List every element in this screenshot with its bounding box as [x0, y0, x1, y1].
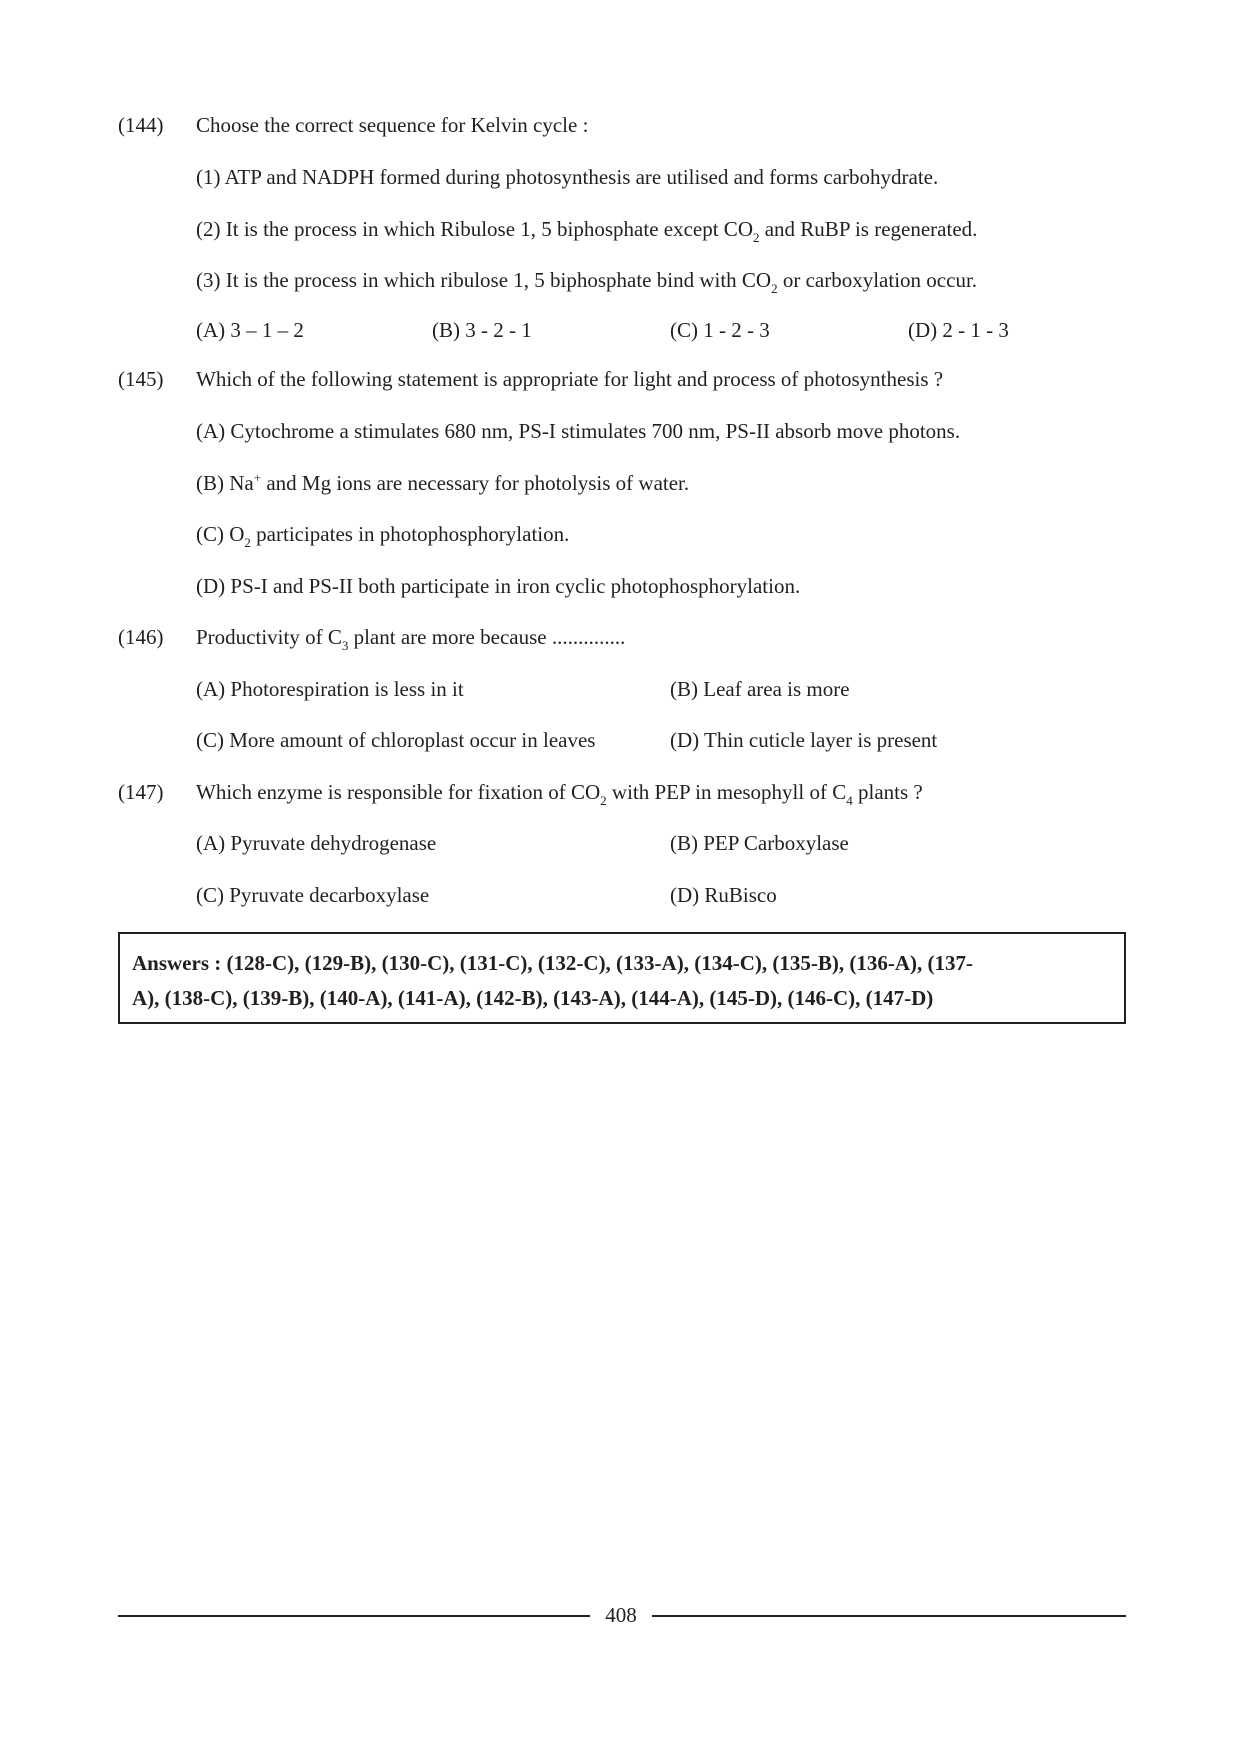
question-stem: Choose the correct sequence for Kelvin cycle :	[196, 113, 589, 137]
statement: (3) It is the process in which ribulose 1, 5 biphosphate bind with $CO_2$ or carboxylation occur.	[196, 268, 978, 296]
option: (B) PEP Carboxylase	[670, 831, 849, 855]
answers-line: A), (138-C), (139-B), (140-A), (141-A), (142-B), (143-A), (144-A), (145-D), (146-C), (147-D)	[132, 986, 934, 1010]
footer-rule-right	[652, 1615, 1126, 1617]
answers-line: Answers : (128-C), (129-B), (130-C), (131-C), (132-C), (133-A), (134-C), (135-B), (136-A), (137-	[132, 951, 973, 975]
option: (A) Photorespiration is less in it	[196, 677, 464, 701]
question-number: (147)	[118, 780, 164, 804]
answers-box	[118, 932, 1126, 1024]
statement: (2) It is the process in which Ribulose 1, 5 biphosphate except $CO_2$ and RuBP is regenerated.	[196, 217, 978, 245]
footer-rule-left	[118, 1615, 590, 1617]
option: (D) 2 - 1 - 3	[908, 318, 1009, 342]
option: (B) 3 - 2 - 1	[432, 318, 532, 342]
option: (A) 3 – 1 – 2	[196, 318, 304, 342]
option: (D) RuBisco	[670, 883, 777, 907]
option: (C) Pyruvate decarboxylase	[196, 883, 430, 907]
option: (A) Cytochrome a stimulates 680 nm, PS-I stimulates 700 nm, PS-II absorb move photons.	[196, 419, 961, 443]
option: (A) Pyruvate dehydrogenase	[196, 831, 437, 855]
question-number: (144)	[118, 113, 164, 137]
option: (B) Leaf area is more	[670, 677, 850, 701]
option: (C) More amount of chloroplast occur in leaves	[196, 728, 596, 752]
option: (C) 1 - 2 - 3	[670, 318, 770, 342]
question-stem: Productivity of $C_3$ plant are more because ..............	[196, 625, 626, 653]
question-stem: Which enzyme is responsible for fixation of $CO_2$ with PEP in mesophyll of $C_4$ plants ?	[196, 780, 923, 808]
option: (C) $O_2$ participates in photophosphorylation.	[196, 522, 570, 550]
question-number: (146)	[118, 625, 164, 649]
option: (B) Na+ and Mg ions are necessary for photolysis of water.	[196, 470, 690, 495]
question-number: (145)	[118, 367, 164, 391]
question-stem: Which of the following statement is appropriate for light and process of photosynthesis ?	[196, 367, 944, 391]
statement: (1) ATP and NADPH formed during photosynthesis are utilised and forms carbohydrate.	[196, 165, 939, 189]
page-number: 408	[605, 1603, 637, 1627]
option: (D) Thin cuticle layer is present	[670, 728, 938, 752]
option: (D) PS-I and PS-II both participate in iron cyclic photophosphorylation.	[196, 574, 801, 598]
